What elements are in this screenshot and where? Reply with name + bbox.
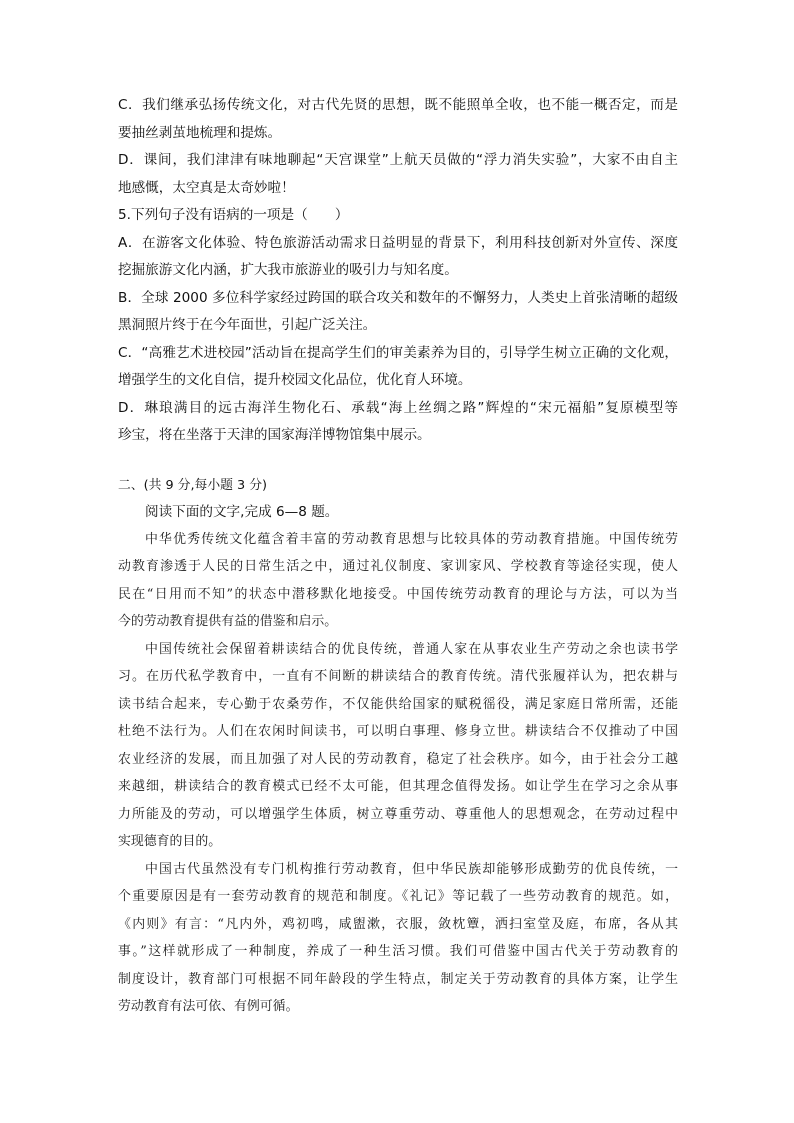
- option-line: 地感慨，太空真是太奇妙啦！: [118, 179, 295, 196]
- option-line: D．课间，我们津津有味地聊起“天宫课堂”上航天员做的“浮力消失实验”，大家不由自主: [118, 152, 678, 168]
- passage-line: 中国古代虽然没有专门机构推行劳动教育，但中华民族却能够形成勤劳的优良传统，一: [145, 861, 678, 877]
- option-c-prev: [118, 92, 678, 147]
- passage-line: 动教育渗透于人民的日常生活之中，通过礼仪制度、家训家风、学校教育等途径实现，使人: [118, 559, 678, 574]
- option-d: [118, 395, 678, 450]
- option-line: D．琳琅满目的远古海洋生物化石、承载“海上丝绸之路”辉煌的“宋元福船”复原模型等: [118, 399, 678, 416]
- passage-paragraph: [118, 636, 678, 856]
- passage-line: 实现德育的目的。: [118, 834, 222, 849]
- option-b: [118, 285, 678, 340]
- section-2: [118, 472, 678, 1021]
- question-5: [118, 202, 678, 450]
- passage-line: 杜绝不法行为。人们在农闲时间读书，可以明白事理、修身立世。耕读结合不仅推动了中国: [118, 724, 678, 739]
- passage-line: 读书结合起来，专心勤于农桑劳作，不仅能供给国家的赋税徭役，满足家庭日常所需，还能: [118, 696, 678, 712]
- option-d-prev: [118, 147, 678, 202]
- passage-paragraph: [118, 526, 678, 636]
- option-line: C．“高雅艺术进校园”活动旨在提高学生们的审美素养为目的，引导学生树立正确的文化观，: [118, 344, 678, 361]
- option-line: 挖掘旅游文化内涵，扩大我市旅游业的吸引力与知名度。: [118, 262, 458, 278]
- option-line: 要抽丝剥茧地梳理和提炼。: [118, 124, 282, 141]
- passage-line: 今的劳动教育提供有益的借鉴和启示。: [118, 614, 338, 629]
- passage-paragraph: [118, 856, 678, 1021]
- option-c: [118, 340, 678, 395]
- option-line: C．我们继承弘扬传统文化，对古代先贤的思想，既不能照单全收，也不能一概否定，而是: [118, 97, 678, 113]
- passage-line: 《内则》有言：“凡内外，鸡初鸣，咸盥漱，衣服，敛枕簟，洒扫室堂及庭，布席，各从其: [118, 916, 678, 932]
- passage-line: 民在“日用而不知”的状态中潜移默化地接受。中国传统劳动教育的理论与方法，可以为当: [118, 586, 678, 602]
- section-title: 二、(共 9 分,每小题 3 分): [118, 477, 267, 493]
- passage-line: 中华优秀传统文化蕴含着丰富的劳动教育思想与比较具体的劳动教育措施。中国传统劳: [145, 531, 678, 547]
- passage-line: 中国传统社会保留着耕读结合的优良传统，普通人家在从事农业生产劳动之余也读书学: [145, 641, 678, 657]
- option-line: 珍宝，将在坐落于天津的国家海洋博物馆集中展示。: [118, 427, 431, 443]
- option-a: [118, 230, 678, 285]
- passage-line: 制度设计，教育部门可根据不同年龄段的学生特点，制定关于劳动教育的具体方案，让学生: [118, 971, 678, 987]
- section-instruction: 阅读下面的文字,完成 6—8 题。: [145, 503, 339, 520]
- passage-line: 力所能及的劳动，可以增强学生体质，树立尊重劳动、尊重他人的思想观念，在劳动过程中: [118, 806, 678, 822]
- passage-line: 农业经济的发展，而且加强了对人民的劳动教育，稳定了社会秩序。如今，由于社会分工越: [118, 751, 678, 767]
- passage-line: 个重要原因是有一套劳动教育的规范和制度。《礼记》等记载了一些劳动教育的规范。如，: [118, 889, 678, 904]
- passage-line: 事。”这样就形成了一种制度，养成了一种生活习惯。我们可借鉴中国古代关于劳动教育的: [118, 944, 678, 959]
- option-line: 增强学生的文化自信，提升校园文化品位，优化育人环境。: [118, 372, 472, 388]
- question-stem: 5.下列句子没有语病的一项是（ ）: [118, 207, 349, 223]
- passage-line: 习。在历代私学教育中，一直有不间断的耕读结合的教育传统。清代张履祥认为，把农耕与: [118, 669, 678, 684]
- section-gap: [118, 450, 678, 472]
- passage-line: 劳动教育有法可依、有例可循。: [118, 999, 299, 1014]
- passage-line: 来越细，耕读结合的教育模式已经不太可能，但其理念值得发扬。如让学生在学习之余从事: [118, 779, 678, 794]
- option-line: 黑洞照片终于在今年面世，引起广泛关注。: [118, 317, 377, 333]
- option-line: B．全球 2000 多位科学家经过跨国的联合攻关和数年的不懈努力，人类史上首张清晰的超级: [118, 289, 678, 306]
- document-page: [118, 92, 678, 1021]
- option-line: A．在游客文化体验、特色旅游活动需求日益明显的背景下，利用科技创新对外宣传、深度: [118, 234, 678, 251]
